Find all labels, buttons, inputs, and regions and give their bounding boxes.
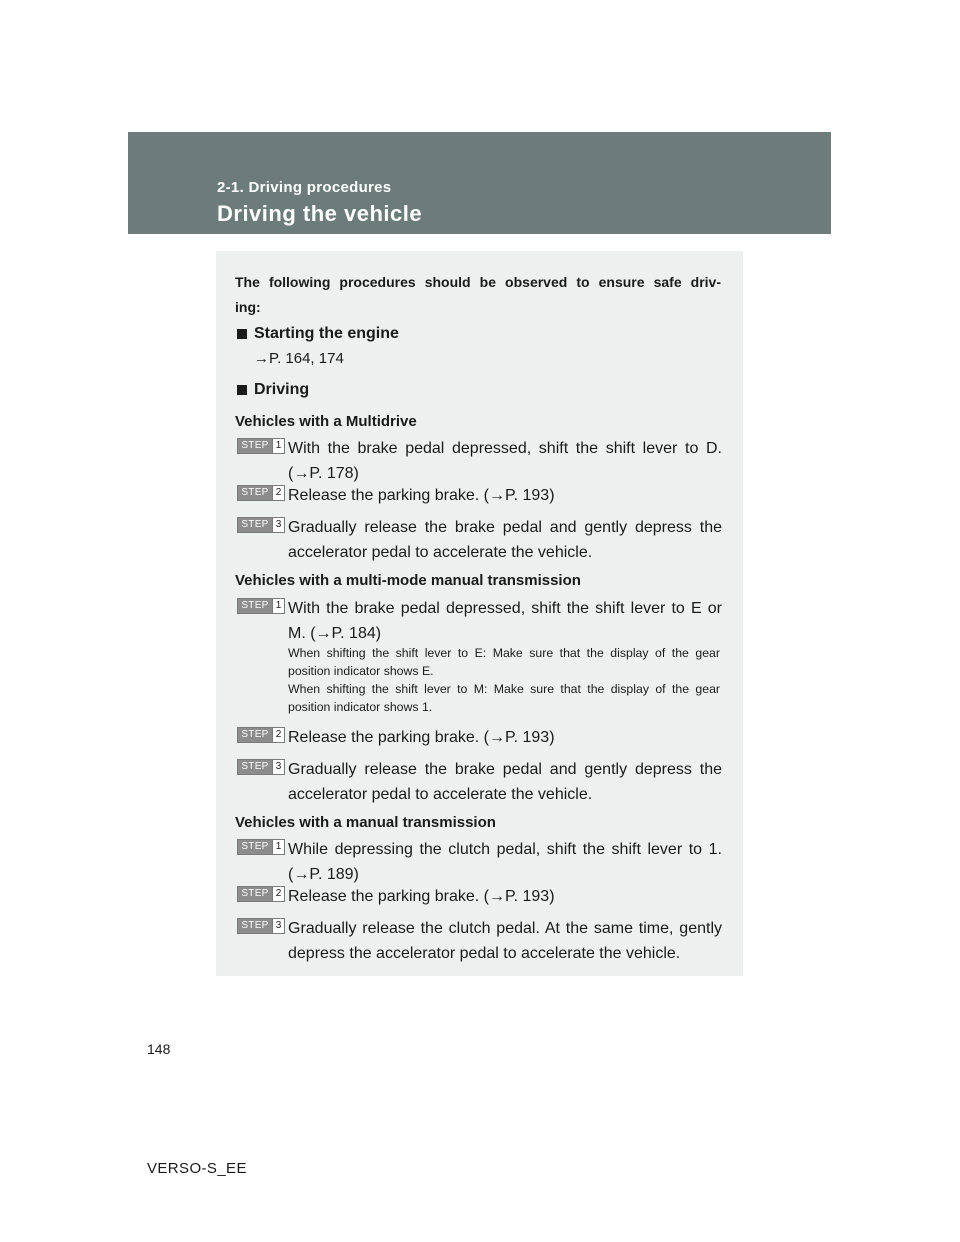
- step-item: [237, 596, 722, 646]
- heading-label: Driving: [254, 381, 310, 398]
- step-badge: STEP 2: [237, 727, 285, 743]
- step-badge: STEP 3: [237, 517, 285, 533]
- step-text: Gradually release the brake pedal and gently depress the accelerator pedal to accelerate the vehicle.: [288, 761, 722, 803]
- page-number: 148: [147, 1041, 171, 1057]
- step-badge: STEP 3: [237, 759, 285, 775]
- step-item: [237, 884, 722, 909]
- step-text: Gradually release the brake pedal and gently depress the accelerator pedal to accelerate the vehicle.: [288, 519, 722, 561]
- note-text: When shifting the shift lever to E: Make sure that the display of the gear position indicator shows E.: [288, 646, 720, 678]
- page-title: Driving the vehicle: [217, 201, 423, 226]
- step-badge: STEP 2: [237, 886, 285, 902]
- step-badge: STEP 2: [237, 485, 285, 501]
- section-label: 2-1. Driving procedures: [217, 179, 392, 196]
- step-text: With the brake pedal depressed, shift the shift lever to E or M. (→P. 184): [288, 600, 722, 642]
- step-badge: STEP 1: [237, 438, 285, 454]
- step-item: [237, 725, 722, 750]
- step-text: Release the parking brake. (→P. 193): [288, 888, 555, 905]
- step-text: Release the parking brake. (→P. 193): [288, 487, 555, 504]
- heading-starting-engine: [237, 325, 399, 343]
- step-item: [237, 837, 722, 887]
- step-text: With the brake pedal depressed, shift the shift lever to D. (→P. 178): [288, 440, 722, 482]
- step-text: While depressing the clutch pedal, shift the shift lever to 1. (→P. 189): [288, 841, 722, 883]
- step-badge: STEP 1: [237, 839, 285, 855]
- note-text: When shifting the shift lever to M: Make sure that the display of the gear position indicator shows 1.: [288, 682, 720, 714]
- step-item: [237, 757, 722, 807]
- step-text: Gradually release the clutch pedal. At the same time, gently depress the accelerator pedal to accelerate the vehicle.: [288, 920, 722, 962]
- step-item: [237, 483, 722, 508]
- step-item: [237, 515, 722, 565]
- step-item: [237, 916, 722, 966]
- footer-code: VERSO-S_EE: [147, 1160, 247, 1177]
- page-reference: →P. 164, 174: [254, 350, 344, 367]
- heading-driving: [237, 381, 309, 399]
- square-bullet-icon: [237, 385, 247, 395]
- heading-label: Starting the engine: [254, 325, 399, 342]
- header-band: [128, 132, 831, 234]
- step-badge: STEP 1: [237, 598, 285, 614]
- subheading-manual: Vehicles with a manual transmission: [235, 814, 496, 831]
- step-badge: STEP 3: [237, 918, 285, 934]
- subheading-mmt: Vehicles with a multi-mode manual transmission: [235, 572, 581, 589]
- step-item: [237, 436, 722, 486]
- square-bullet-icon: [237, 329, 247, 339]
- subheading-multidrive: Vehicles with a Multidrive: [235, 413, 417, 430]
- step-text: Release the parking brake. (→P. 193): [288, 729, 555, 746]
- intro-text: The following procedures should be observed to ensure safe driv-ing:: [235, 274, 721, 315]
